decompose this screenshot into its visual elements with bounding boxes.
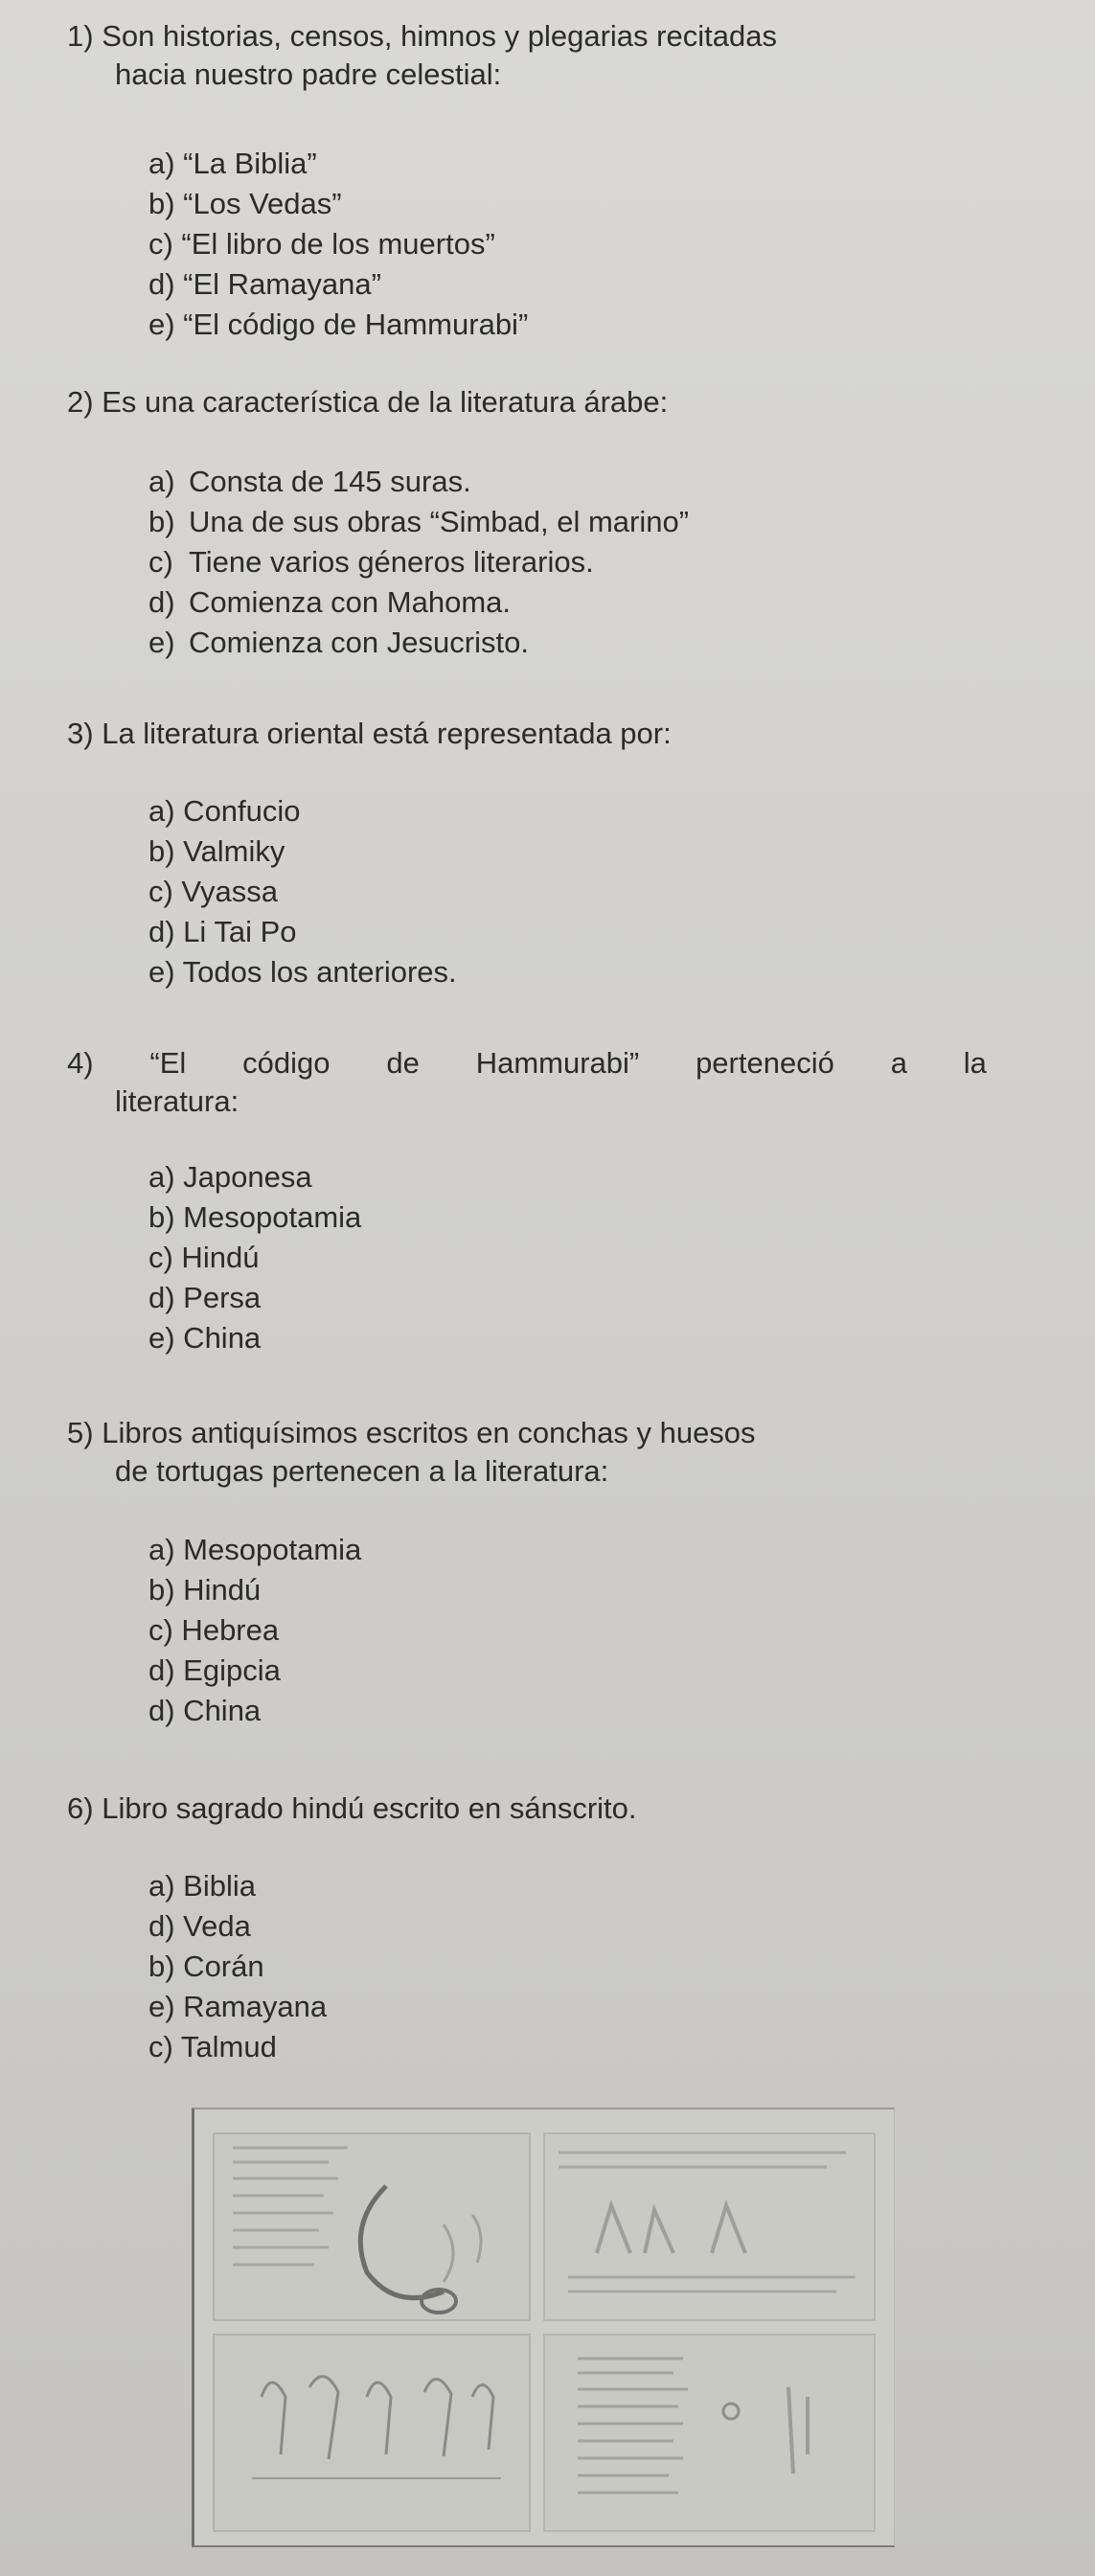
question-word: perteneció	[696, 1046, 834, 1080]
question-text-cont: literatura:	[115, 1084, 240, 1118]
options-3	[148, 791, 457, 992]
option[interactable]: d) Veda	[148, 1909, 251, 1943]
question-1	[67, 17, 987, 94]
question-word: Hammurabi”	[475, 1046, 640, 1080]
question-text-cont: de tortugas pertenecen a la literatura:	[115, 1454, 609, 1488]
option[interactable]: c) Vyassa	[148, 875, 278, 908]
options-2	[148, 462, 689, 663]
option[interactable]: a) Japonesa	[148, 1160, 312, 1194]
option[interactable]: a) “La Biblia”	[148, 147, 317, 180]
question-word: de	[386, 1046, 420, 1080]
option[interactable]	[148, 542, 689, 582]
option-letter: e)	[148, 626, 175, 659]
option[interactable]: a) Confucio	[148, 794, 301, 828]
question-6	[67, 1790, 987, 1828]
question-5	[67, 1414, 987, 1491]
option[interactable]: d) Persa	[148, 1281, 262, 1314]
option[interactable]: d) Egipcia	[148, 1653, 281, 1687]
option[interactable]: b) Corán	[148, 1949, 264, 1983]
options-6	[148, 1866, 327, 2067]
option[interactable]: b) Valmiky	[148, 834, 285, 868]
question-text-justified	[67, 1044, 987, 1083]
option[interactable]	[148, 582, 689, 623]
question-text: Es una característica de la literatura árabe:	[102, 385, 669, 419]
question-2	[67, 383, 987, 422]
option[interactable]: a) Biblia	[148, 1869, 256, 1903]
option-letter: c)	[148, 545, 173, 579]
option[interactable]: b) “Los Vedas”	[148, 187, 342, 220]
question-word: código	[242, 1046, 331, 1080]
question-text-cont: hacia nuestro padre celestial:	[115, 57, 502, 91]
question-4	[67, 1044, 987, 1121]
question-number: 3)	[67, 717, 94, 750]
question-word: “El	[149, 1046, 187, 1080]
option[interactable]: d) Li Tai Po	[148, 915, 297, 948]
option[interactable]	[148, 623, 689, 663]
question-number: 4)	[67, 1046, 94, 1080]
question-text: Libros antiquísimos escritos en conchas y huesos	[102, 1416, 756, 1449]
question-text: Libro sagrado hindú escrito en sánscrito.	[102, 1791, 637, 1825]
option[interactable]: e) Todos los anteriores.	[148, 955, 457, 989]
option[interactable]: d) “El Ramayana”	[148, 267, 381, 301]
question-text: La literatura oriental está representada por:	[102, 717, 672, 750]
option[interactable]: b) Hindú	[148, 1573, 262, 1607]
options-5	[148, 1530, 361, 1731]
option-text: Tiene varios géneros literarios.	[189, 545, 594, 579]
options-1	[148, 144, 528, 345]
option[interactable]: c) “El libro de los muertos”	[148, 227, 495, 261]
panel-bottom-right	[544, 2335, 875, 2531]
question-number: 1)	[67, 19, 94, 53]
option[interactable]: e) China	[148, 1321, 262, 1355]
option-letter: d)	[148, 585, 175, 619]
option[interactable]: b) Mesopotamia	[148, 1200, 362, 1234]
panel-top-left	[214, 2133, 530, 2320]
question-3	[67, 715, 987, 753]
question-text: Son historias, censos, himnos y plegarias recitadas	[102, 19, 777, 53]
options-4	[148, 1157, 361, 1358]
option[interactable]: c) Talmud	[148, 2030, 277, 2063]
option[interactable]	[148, 462, 689, 502]
option[interactable]: d) China	[148, 1694, 262, 1727]
question-word: la	[963, 1046, 987, 1080]
question-word: a	[890, 1046, 907, 1080]
panel-bottom-left	[214, 2335, 530, 2531]
option[interactable]: c) Hebrea	[148, 1613, 280, 1647]
manuscript-illustration	[194, 2109, 894, 2545]
option-text: Consta de 145 suras.	[189, 465, 471, 498]
option-letter: b)	[148, 505, 175, 538]
question-number: 6)	[67, 1791, 94, 1825]
option-text: Comienza con Jesucristo.	[189, 626, 529, 659]
option-letter: a)	[148, 465, 175, 498]
question-number: 5)	[67, 1416, 94, 1449]
option[interactable]: e) “El código de Hammurabi”	[148, 308, 529, 341]
question-number: 2)	[67, 385, 94, 419]
option[interactable]: a) Mesopotamia	[148, 1533, 362, 1566]
option[interactable]	[148, 502, 689, 542]
panel-top-right	[544, 2133, 875, 2320]
option-text: Comienza con Mahoma.	[189, 585, 511, 619]
option[interactable]: c) Hindú	[148, 1241, 260, 1274]
option-text: Una de sus obras “Simbad, el marino”	[189, 505, 690, 538]
ancient-manuscript-image	[192, 2108, 895, 2547]
option[interactable]: e) Ramayana	[148, 1990, 328, 2023]
